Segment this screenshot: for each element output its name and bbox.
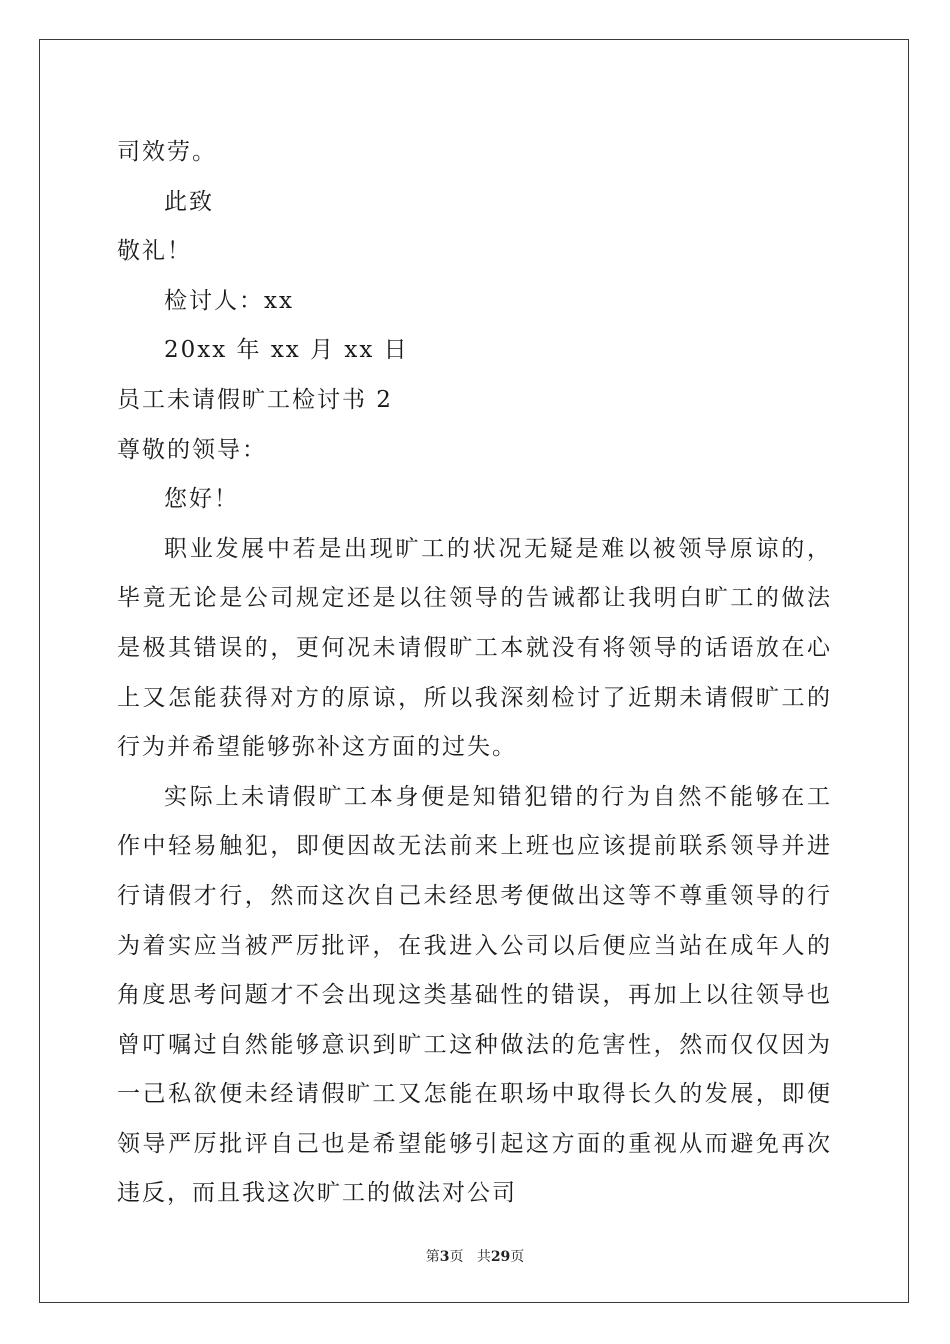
continuation-line: 司效劳。 xyxy=(117,139,217,165)
footer-total-pages: 29 xyxy=(490,1249,511,1265)
closing-respect: 敬礼！ xyxy=(117,238,192,265)
footer-page-number: 3 xyxy=(439,1249,450,1265)
footer-total-prefix: 共 xyxy=(476,1249,491,1265)
footer-page-prefix: 第 xyxy=(425,1249,440,1265)
document-body xyxy=(117,128,832,1219)
section-title: 员工未请假旷工检讨书 2 xyxy=(117,386,393,413)
signer-line: 检讨人：xx xyxy=(164,287,294,314)
closing-salutation: 此致 xyxy=(164,188,214,215)
footer-total-suffix: 页 xyxy=(510,1249,525,1265)
date-line: 20xx 年 xx 月 xx 日 xyxy=(164,337,409,364)
paragraph-1: 职业发展中若是出现旷工的状况无疑是难以被领导原谅的，毕竟无论是公司规定还是以往领导的告诫都让我明白旷工的做法是极其错误的，更何况未请假旷工本就没有将领导的话语放在心上又怎能获得对方的原谅，所以我深刻检讨了近期未请假旷工的行为并希望能够弥补这方面的过失。 xyxy=(117,535,832,761)
paragraph-2: 实际上未请假旷工本身便是知错犯错的行为自然不能够在工作中轻易触犯，即便因故无法前来上班也应该提前联系领导并进行请假才行，然而这次自己未经思考便做出这等不尊重领导的行为着实应当被严厉批评，在我进入公司以后便应当站在成年人的角度思考问题才不会出现这类基础性的错误，再加上以往领导也曾叮嘱过自然能够意识到旷工这种做法的危害性，然而仅仅因为一己私欲便未经请假旷工又怎能在职场中取得长久的发展，即便领导严厉批评自己也是希望能够引起这方面的重视从而避免再次违反，而且我这次旷工的做法对公司 xyxy=(117,783,832,1207)
page-footer xyxy=(0,1246,950,1266)
addressee-line: 尊敬的领导： xyxy=(117,436,267,463)
footer-page-suffix: 页 xyxy=(449,1249,464,1265)
greeting-line: 您好！ xyxy=(164,486,239,513)
